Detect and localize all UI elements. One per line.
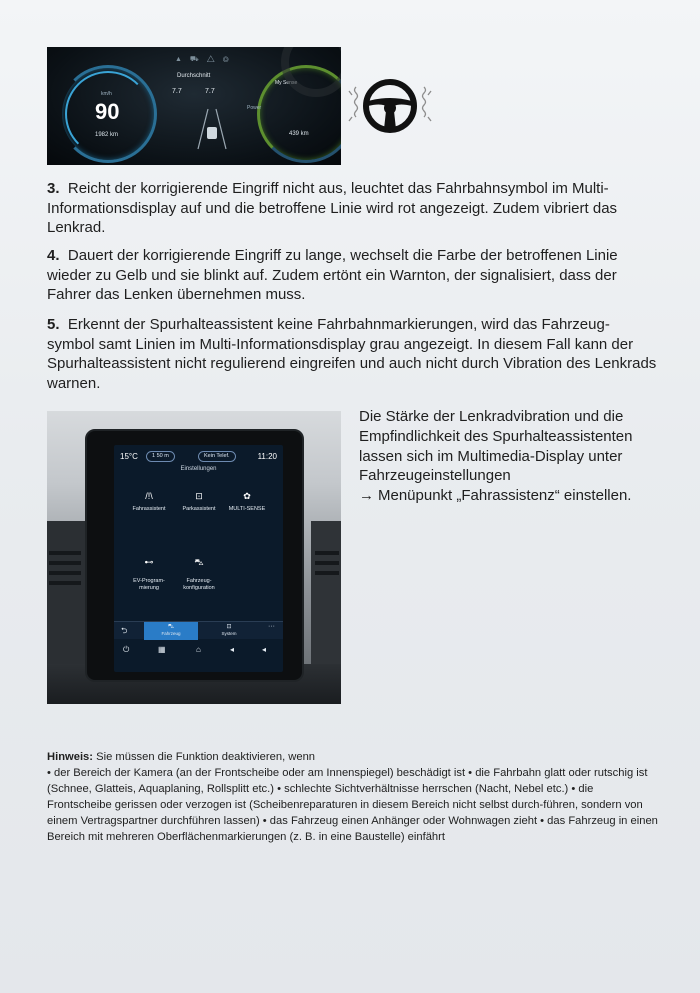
menu-item-label: EV-Program- mierung — [133, 578, 165, 591]
menu-fahrassistent — [122, 491, 176, 513]
step-text: Dauert der korrigierende Eingriff zu lange, wechselt die Farbe der betroffenen Linie wieder zu Gelb und sie blinkt auf. Zudem ertönt ein Warnton, der signalisiert, dass der Fahrer das Lenken übernehmen muss. — [47, 247, 618, 304]
note-intro: Sie müssen die Funktion deaktivieren, wenn — [96, 751, 316, 763]
tab-label: Fahrzeug — [161, 631, 181, 636]
step-4-paragraph — [47, 246, 657, 305]
nav-pill: 1 50 m — [146, 451, 175, 462]
instruction-menu-path: Menüpunkt „Fahrassistenz“ einstellen. — [378, 487, 632, 505]
volume-down-icon: ◂ — [230, 645, 235, 654]
steering-wheel-vibration-icon — [346, 73, 434, 139]
system-icon: ⊡ — [226, 624, 232, 630]
apps-grid-icon: ▦ — [158, 645, 166, 654]
screen-tab-bar — [114, 621, 283, 639]
menu-parkassistent — [172, 491, 226, 513]
speed-value: 90 — [95, 99, 120, 124]
instrument-cluster-image — [47, 47, 341, 165]
instruction-text: Die Stärke der Lenkradvibration und die Empfindlichkeit des Spurhalteassistenten lassen sich im Multimedia-Display unter Fahrzeugeinstellungen — [359, 408, 633, 485]
multimedia-display-image — [47, 411, 341, 704]
odometer: 1982 km — [95, 132, 119, 138]
speed-unit: km/h — [101, 91, 112, 97]
menu-item-label: Fahrassistent — [132, 506, 166, 512]
cluster-title: Durchschnitt — [177, 73, 211, 79]
screen-heading: Einstellungen — [180, 466, 217, 472]
phone-pill: Kein Telef. — [198, 451, 236, 462]
multi-sense-icon: ✿ — [243, 491, 251, 501]
lane-display-icon — [192, 105, 232, 150]
clock: 11:20 — [257, 452, 277, 461]
range-value: 439 km — [289, 131, 309, 137]
step-5-paragraph — [47, 315, 657, 393]
average-b: 7.7 — [205, 88, 215, 95]
settings-instruction — [359, 407, 659, 506]
home-icon: ⌂ — [196, 645, 201, 654]
note-body: • der Bereich der Kamera (an der Frontscheibe oder am Innenspiegel) beschädigt ist • die Fahrbahn glatt oder rutschig ist (Schnee, Glatteis, Aquaplaning, Rollsplitt etc.) • schlechte Sichtverhältnisse herrschen (Nacht, Nebel etc.) • die Frontscheibe gerissen oder verzogen ist (Scheibenreparaturen in diesem Bereich nicht selbst durch-führen, sondern von einem Vertragspartner durchführen lassen) • das Fahrzeug einen Anhänger oder Wohnwagen zieht • das Fahrzeug in einen Bereich mit mehreren Oberflächenmarkierungen (z. B. in eine Baustelle) einfährt — [47, 766, 658, 843]
volume-up-icon: ◂ — [262, 645, 267, 654]
note-label: Hinweis: — [47, 751, 94, 763]
menu-item-label: MULTI-SENSE — [228, 506, 266, 512]
step-3-paragraph — [47, 179, 657, 238]
step-text: Erkennt der Spurhalteassistent keine Fahrbahnmarkierungen, wird das Fahrzeug-symbol samt Linien im Multi-Informationsdisplay grau angezeigt. In diesem Fall kann der Spurhalteassistent nicht regulierend eingreifen und auch nicht durch Vibration des Lenkrads warnen. — [47, 316, 657, 392]
menu-fahrzeugkonfiguration — [172, 550, 226, 591]
tab-fahrzeug — [144, 622, 198, 640]
outside-temp: 15°C — [120, 452, 138, 461]
display-bezel — [85, 429, 304, 682]
step-number: 4. — [47, 247, 60, 264]
drive-mode: My Sense — [275, 80, 298, 86]
step-text: Reicht der korrigierende Eingriff nicht aus, leuchtet das Fahrbahnsymbol im Multi-Informationsdisplay auf und die betroffene Linie wird rot angezeigt. Zudem vibriert das Lenkrad. — [47, 180, 618, 237]
tab-label: System — [221, 631, 237, 636]
cluster-warning-icons: ▲ ⛟ △ ◎ — [175, 56, 232, 63]
car-icon: ⛍ — [167, 624, 175, 630]
hinweis-note — [47, 750, 659, 845]
step-number: 3. — [47, 180, 60, 197]
park-assist-icon: ⊡ — [195, 491, 203, 501]
back-icon: ⮌ — [121, 626, 128, 635]
menu-multi-sense — [220, 491, 274, 513]
car-config-icon: ⛍ — [194, 556, 204, 567]
ev-plug-icon: ⊷ — [144, 556, 154, 567]
screen-bottom-bar — [114, 641, 283, 661]
multimedia-screen — [114, 445, 283, 672]
power-label: Power — [247, 105, 262, 111]
menu-item-label: Parkassistent — [182, 506, 216, 512]
lane-assist-icon: /!\ — [145, 491, 153, 501]
power-icon: ⏻ — [123, 645, 130, 654]
more-icon: ··· — [268, 623, 275, 630]
arrow-right-icon: → — [359, 487, 374, 505]
step-number: 5. — [47, 316, 60, 333]
tab-system — [202, 622, 256, 640]
menu-item-label: Fahrzeug- konfiguration — [183, 578, 215, 591]
average-a: 7.7 — [172, 88, 182, 95]
menu-ev-programmierung — [122, 550, 176, 591]
